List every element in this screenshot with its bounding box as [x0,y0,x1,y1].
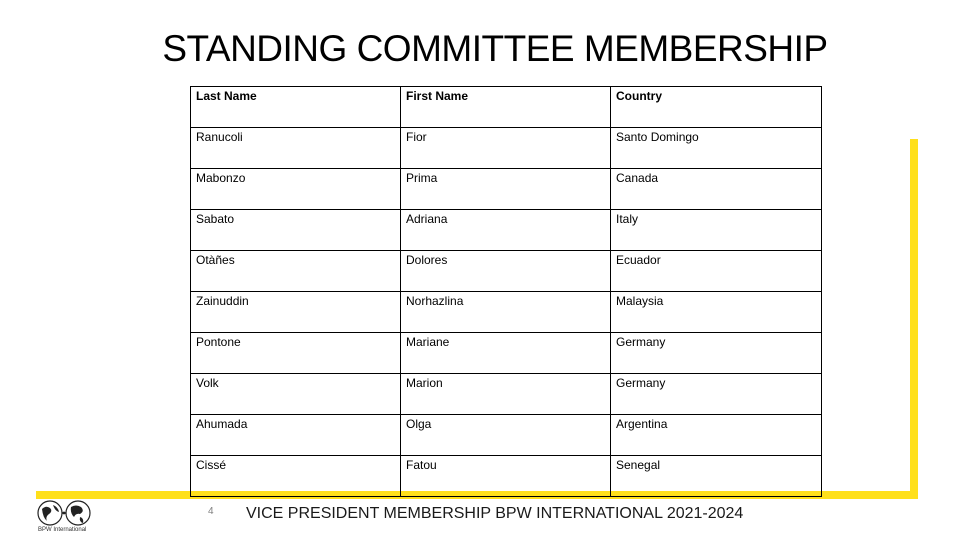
cell-first-name: Norhazlina [401,292,611,333]
cell-first-name: Prima [401,169,611,210]
cell-country: Argentina [611,415,822,456]
cell-first-name: Mariane [401,333,611,374]
table-row [191,210,822,251]
cell-last-name: Sabato [191,210,401,251]
slide-title: STANDING COMMITTEE MEMBERSHIP [162,28,828,69]
accent-bar-vertical [910,139,918,499]
cell-last-name: Pontone [191,333,401,374]
page-number: 4 [208,506,214,517]
header-country: Country [611,87,822,128]
cell-last-name: Zainuddin [191,292,401,333]
table-row [191,415,822,456]
membership-table [190,86,822,497]
cell-last-name: Cissé [191,456,401,497]
cell-country: Canada [611,169,822,210]
cell-first-name: Fatou [401,456,611,497]
table-row [191,456,822,497]
cell-last-name: Volk [191,374,401,415]
table-row [191,374,822,415]
table-header-row [191,87,822,128]
cell-last-name: Mabonzo [191,169,401,210]
cell-country: Santo Domingo [611,128,822,169]
cell-first-name: Fior [401,128,611,169]
cell-country: Italy [611,210,822,251]
cell-first-name: Dolores [401,251,611,292]
cell-first-name: Marion [401,374,611,415]
cell-first-name: Adriana [401,210,611,251]
cell-last-name: Otàñes [191,251,401,292]
table-row [191,169,822,210]
cell-country: Malaysia [611,292,822,333]
header-first-name: First Name [401,87,611,128]
globe-icon [36,499,96,539]
logo-caption: BPW International [38,527,87,533]
table-row [191,292,822,333]
table-row [191,251,822,292]
cell-country: Germany [611,374,822,415]
header-last-name: Last Name [191,87,401,128]
cell-country: Ecuador [611,251,822,292]
cell-country: Senegal [611,456,822,497]
cell-last-name: Ahumada [191,415,401,456]
cell-last-name: Ranucoli [191,128,401,169]
cell-first-name: Olga [401,415,611,456]
slide-footer: VICE PRESIDENT MEMBERSHIP BPW INTERNATIONAL 2021-2024 [246,505,744,522]
table-row [191,333,822,374]
cell-country: Germany [611,333,822,374]
table-row [191,128,822,169]
